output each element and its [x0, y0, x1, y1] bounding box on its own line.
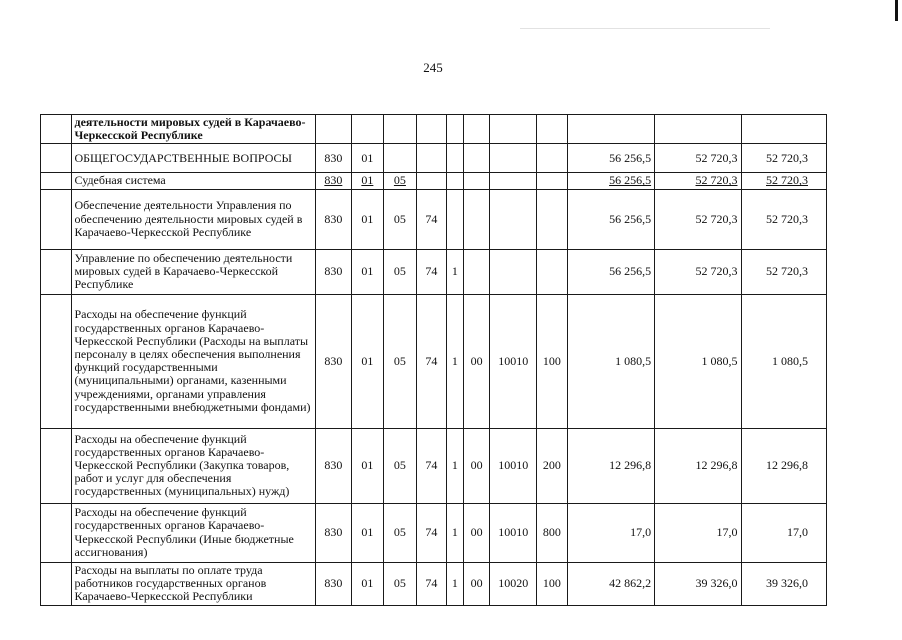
code-event-cell [463, 144, 489, 173]
amount-year-2-cell: 17,0 [655, 503, 741, 562]
code-subsection-cell: 05 [383, 562, 417, 605]
row-name-cell: Расходы на обеспечение функций государственных органов Карачаево-Черкесской Республики (Расходы на выплаты персоналу в целях обеспечения выполнения функций государственными (муниципальными) органами, казенными учреждениями, органами управления государственными внебюджетными фондами) [71, 294, 315, 428]
code-program-cell: 74 [417, 428, 446, 503]
amount-year-1-cell: 56 256,5 [567, 144, 654, 173]
code-admin-cell: 830 [315, 428, 352, 503]
amount-year-1-cell [567, 115, 654, 144]
amount-year-1-cell: 56 256,5 [567, 173, 654, 189]
code-subsection-cell: 05 [383, 189, 417, 249]
row-index-cell [41, 428, 72, 503]
code-direction-cell [490, 115, 537, 144]
code-expense-type-cell [537, 189, 568, 249]
table-row [41, 503, 827, 562]
row-index-cell [41, 144, 72, 173]
code-subsection-cell: 05 [383, 294, 417, 428]
amount-year-2-cell: 52 720,3 [655, 173, 741, 189]
code-subprogram-cell: 1 [446, 562, 463, 605]
code-direction-cell [490, 189, 537, 249]
amount-year-2-cell: 52 720,3 [655, 144, 741, 173]
code-section-cell: 01 [352, 173, 384, 189]
code-direction-cell [490, 173, 537, 189]
row-index-cell [41, 115, 72, 144]
code-event-cell [463, 115, 489, 144]
code-event-cell: 00 [463, 428, 489, 503]
code-direction-cell: 10010 [490, 503, 537, 562]
row-name-cell: Расходы на выплаты по оплате труда работников государственных органов Карачаево-Черкесской Республики [71, 562, 315, 605]
code-direction-cell: 10020 [490, 562, 537, 605]
amount-year-3-cell: 17,0 [741, 503, 827, 562]
table-row [41, 428, 827, 503]
code-expense-type-cell: 100 [537, 294, 568, 428]
code-section-cell: 01 [352, 189, 384, 249]
row-name-cell: деятельности мировых судей в Карачаево-Черкесской Республике [71, 115, 315, 144]
code-event-cell [463, 189, 489, 249]
code-expense-type-cell: 800 [537, 503, 568, 562]
code-event-cell: 00 [463, 562, 489, 605]
row-name-cell: Судебная система [71, 173, 315, 189]
code-admin-cell: 830 [315, 503, 352, 562]
row-index-cell [41, 503, 72, 562]
row-index-cell [41, 173, 72, 189]
amount-year-3-cell: 52 720,3 [741, 144, 827, 173]
amount-year-2-cell: 52 720,3 [655, 189, 741, 249]
code-program-cell [417, 144, 446, 173]
code-expense-type-cell [537, 173, 568, 189]
code-subsection-cell: 05 [383, 173, 417, 189]
code-admin-cell: 830 [315, 294, 352, 428]
code-subprogram-cell [446, 189, 463, 249]
table-row [41, 189, 827, 249]
amount-year-2-cell [655, 115, 741, 144]
table-row [41, 562, 827, 605]
code-subsection-cell: 05 [383, 249, 417, 294]
code-section-cell: 01 [352, 562, 384, 605]
code-subprogram-cell: 1 [446, 428, 463, 503]
amount-year-1-cell: 56 256,5 [567, 249, 654, 294]
code-event-cell: 00 [463, 294, 489, 428]
code-program-cell: 74 [417, 294, 446, 428]
code-program-cell: 74 [417, 562, 446, 605]
code-subprogram-cell: 1 [446, 294, 463, 428]
code-section-cell: 01 [352, 428, 384, 503]
code-expense-type-cell [537, 144, 568, 173]
code-expense-type-cell [537, 249, 568, 294]
code-subprogram-cell: 1 [446, 503, 463, 562]
code-admin-cell: 830 [315, 173, 352, 189]
row-name-cell: Управление по обеспечению деятельности мировых судей в Карачаево-Черкесской Республике [71, 249, 315, 294]
code-subprogram-cell [446, 173, 463, 189]
code-expense-type-cell [537, 115, 568, 144]
budget-table [40, 114, 827, 606]
row-name-cell: ОБЩЕГОСУДАРСТВЕННЫЕ ВОПРОСЫ [71, 144, 315, 173]
table-row [41, 173, 827, 189]
row-name-cell: Обеспечение деятельности Управления по обеспечению деятельности мировых судей в Карачаево-Черкесской Республике [71, 189, 315, 249]
code-program-cell [417, 115, 446, 144]
code-event-cell [463, 249, 489, 294]
code-event-cell [463, 173, 489, 189]
amount-year-3-cell [741, 115, 827, 144]
code-section-cell: 01 [352, 294, 384, 428]
code-program-cell: 74 [417, 249, 446, 294]
code-section-cell [352, 115, 384, 144]
row-index-cell [41, 249, 72, 294]
code-subsection-cell [383, 115, 417, 144]
table-row [41, 294, 827, 428]
amount-year-3-cell: 1 080,5 [741, 294, 827, 428]
amount-year-1-cell: 12 296,8 [567, 428, 654, 503]
code-admin-cell [315, 115, 352, 144]
row-name-cell: Расходы на обеспечение функций государственных органов Карачаево-Черкесской Республики (Иные бюджетные ассигнования) [71, 503, 315, 562]
amount-year-2-cell: 1 080,5 [655, 294, 741, 428]
code-program-cell: 74 [417, 189, 446, 249]
amount-year-1-cell: 56 256,5 [567, 189, 654, 249]
code-admin-cell: 830 [315, 562, 352, 605]
table-row [41, 249, 827, 294]
code-event-cell: 00 [463, 503, 489, 562]
amount-year-3-cell: 52 720,3 [741, 249, 827, 294]
row-index-cell [41, 562, 72, 605]
row-index-cell [41, 294, 72, 428]
code-subprogram-cell [446, 144, 463, 173]
page-edge-mark [895, 0, 898, 21]
table-row [41, 115, 827, 144]
code-program-cell [417, 173, 446, 189]
code-section-cell: 01 [352, 144, 384, 173]
code-direction-cell [490, 249, 537, 294]
page-number: 245 [423, 60, 443, 75]
amount-year-3-cell: 12 296,8 [741, 428, 827, 503]
code-direction-cell: 10010 [490, 428, 537, 503]
code-subsection-cell: 05 [383, 428, 417, 503]
amount-year-2-cell: 39 326,0 [655, 562, 741, 605]
table-row [41, 144, 827, 173]
code-admin-cell: 830 [315, 249, 352, 294]
code-section-cell: 01 [352, 503, 384, 562]
amount-year-1-cell: 1 080,5 [567, 294, 654, 428]
amount-year-2-cell: 52 720,3 [655, 249, 741, 294]
code-subprogram-cell: 1 [446, 249, 463, 294]
code-admin-cell: 830 [315, 189, 352, 249]
scan-artifact-line [520, 28, 770, 29]
amount-year-1-cell: 17,0 [567, 503, 654, 562]
code-direction-cell [490, 144, 537, 173]
code-admin-cell: 830 [315, 144, 352, 173]
code-subsection-cell [383, 144, 417, 173]
amount-year-1-cell: 42 862,2 [567, 562, 654, 605]
amount-year-2-cell: 12 296,8 [655, 428, 741, 503]
code-program-cell: 74 [417, 503, 446, 562]
amount-year-3-cell: 39 326,0 [741, 562, 827, 605]
code-section-cell: 01 [352, 249, 384, 294]
code-expense-type-cell: 200 [537, 428, 568, 503]
amount-year-3-cell: 52 720,3 [741, 173, 827, 189]
row-index-cell [41, 189, 72, 249]
code-expense-type-cell: 100 [537, 562, 568, 605]
row-name-cell: Расходы на обеспечение функций государственных органов Карачаево-Черкесской Республики (Закупка товаров, работ и услуг для обеспечения государственных (муниципальных) нужд) [71, 428, 315, 503]
code-subsection-cell: 05 [383, 503, 417, 562]
code-subprogram-cell [446, 115, 463, 144]
amount-year-3-cell: 52 720,3 [741, 189, 827, 249]
code-direction-cell: 10010 [490, 294, 537, 428]
